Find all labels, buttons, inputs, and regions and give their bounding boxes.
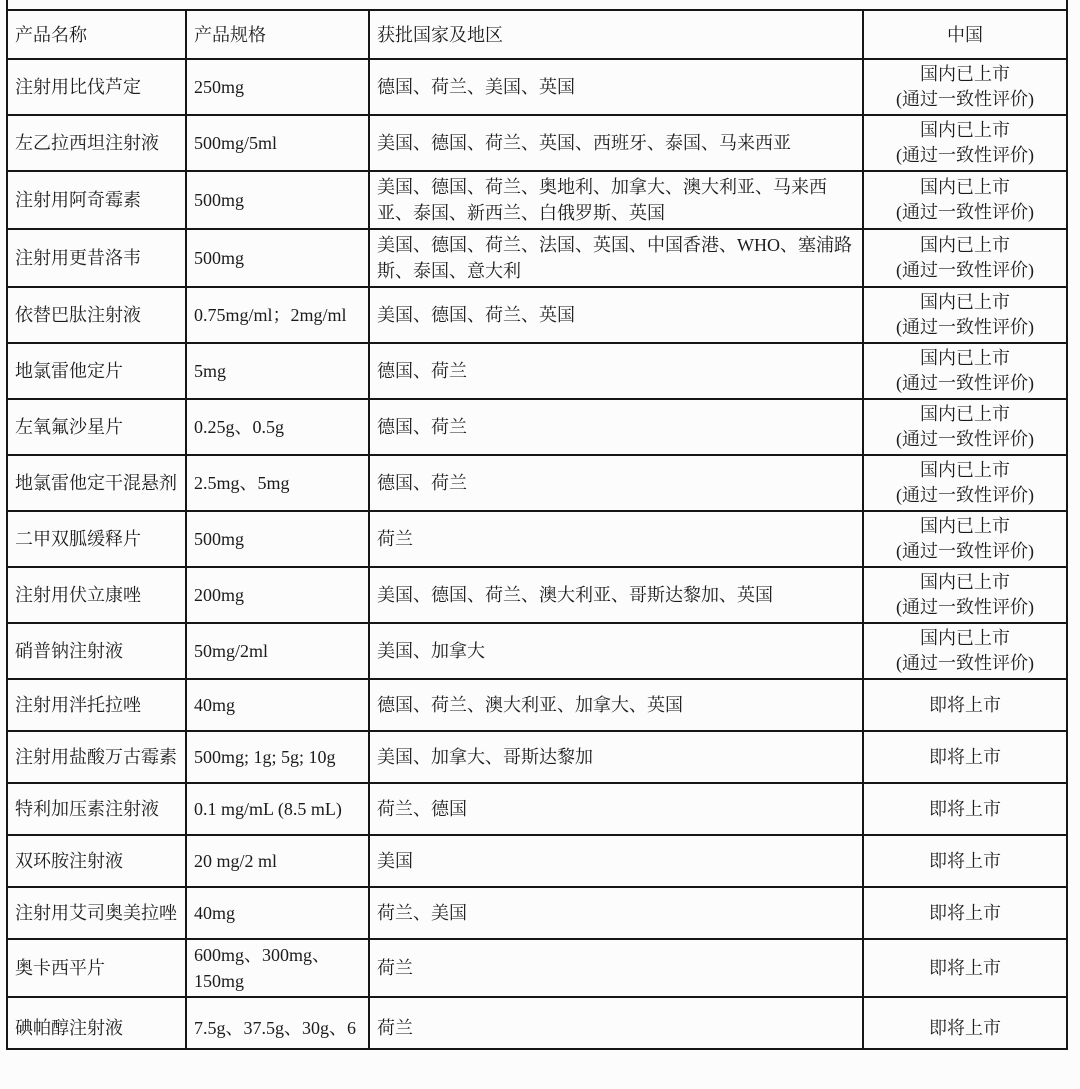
product-name-cell: 注射用盐酸万古霉素: [7, 731, 186, 783]
approved-regions-cell: 美国、德国、荷兰、法国、英国、中国香港、WHO、塞浦路斯、泰国、意大利: [369, 229, 863, 287]
table-row: [7, 287, 1067, 343]
china-status-cell: [863, 287, 1067, 343]
approved-regions-cell: 美国、德国、荷兰、英国、西班牙、泰国、马来西亚: [369, 115, 863, 171]
product-name-cell: 硝普钠注射液: [7, 623, 186, 679]
china-status-cell: [863, 343, 1067, 399]
product-name-cell: 注射用比伐芦定: [7, 59, 186, 115]
approved-regions-cell: 美国、加拿大: [369, 623, 863, 679]
table-row: [7, 623, 1067, 679]
product-name-cell: 左乙拉西坦注射液: [7, 115, 186, 171]
approved-regions-cell: 德国、荷兰: [369, 455, 863, 511]
product-name-cell: 注射用泮托拉唑: [7, 679, 186, 731]
product-spec-cell: 7.5g、37.5g、30g、6: [186, 997, 369, 1049]
product-name-cell: 特利加压素注射液: [7, 783, 186, 835]
approved-regions-cell: 美国: [369, 835, 863, 887]
china-status-line2: (通过一致性评价): [896, 429, 1034, 449]
approved-regions-cell: 荷兰、德国: [369, 783, 863, 835]
product-name-cell: 碘帕醇注射液: [7, 997, 186, 1049]
china-status-line1: 即将上市: [929, 850, 1001, 871]
approved-regions-cell: 德国、荷兰、澳大利亚、加拿大、英国: [369, 679, 863, 731]
approved-regions-cell: 荷兰: [369, 997, 863, 1049]
china-status-line2: (通过一致性评价): [896, 260, 1034, 280]
product-name-cell: 奥卡西平片: [7, 939, 186, 997]
china-status-cell: [863, 679, 1067, 731]
product-spec-cell: 250mg: [186, 59, 369, 115]
table-row: [7, 887, 1067, 939]
table-row: [7, 115, 1067, 171]
product-approval-table: [6, 0, 1068, 1050]
china-status-line1: 国内已上市: [920, 235, 1010, 255]
table-row: [7, 731, 1067, 783]
product-name-cell: 地氯雷他定干混悬剂: [7, 455, 186, 511]
table-header-row: [7, 10, 1067, 59]
product-name-cell: 注射用伏立康唑: [7, 567, 186, 623]
cropped-top-row: [7, 0, 1067, 10]
product-name-cell: 注射用艾司奥美拉唑: [7, 887, 186, 939]
product-spec-cell: 500mg; 1g; 5g; 10g: [186, 731, 369, 783]
cropped-top-cell: [7, 0, 1067, 10]
product-spec-cell: 500mg: [186, 511, 369, 567]
product-spec-cell: 50mg/2ml: [186, 623, 369, 679]
table-row: [7, 455, 1067, 511]
product-spec-cell: 40mg: [186, 887, 369, 939]
china-status-line2: (通过一致性评价): [896, 317, 1034, 337]
china-status-line1: 即将上市: [929, 798, 1001, 819]
china-status-cell: [863, 399, 1067, 455]
china-status-line2: (通过一致性评价): [896, 597, 1034, 617]
table-row: [7, 783, 1067, 835]
approved-regions-cell: 德国、荷兰: [369, 343, 863, 399]
product-spec-cell: 500mg/5ml: [186, 115, 369, 171]
product-spec-cell: 0.25g、0.5g: [186, 399, 369, 455]
china-status-line1: 国内已上市: [920, 404, 1010, 424]
china-status-line1: 即将上市: [929, 902, 1001, 923]
china-status-line2: (通过一致性评价): [896, 89, 1034, 109]
china-status-cell: [863, 997, 1067, 1049]
china-status-cell: [863, 731, 1067, 783]
china-status-line2: (通过一致性评价): [896, 145, 1034, 165]
product-name-cell: 注射用阿奇霉素: [7, 171, 186, 229]
table-row: [7, 343, 1067, 399]
china-status-line1: 即将上市: [929, 1018, 1001, 1038]
china-status-line2: (通过一致性评价): [896, 485, 1034, 505]
product-spec-cell: 200mg: [186, 567, 369, 623]
approved-regions-cell: 荷兰: [369, 939, 863, 997]
product-spec-cell: 600mg、300mg、150mg: [186, 939, 369, 997]
china-status-cell: [863, 835, 1067, 887]
china-status-cell: [863, 115, 1067, 171]
china-status-cell: [863, 59, 1067, 115]
product-name-cell: 双环胺注射液: [7, 835, 186, 887]
china-status-line1: 国内已上市: [920, 628, 1010, 648]
china-status-line1: 即将上市: [929, 746, 1001, 767]
china-status-line1: 国内已上市: [920, 516, 1010, 536]
china-status-cell: [863, 455, 1067, 511]
product-name-cell: 二甲双胍缓释片: [7, 511, 186, 567]
china-status-cell: [863, 623, 1067, 679]
approved-regions-cell: 荷兰: [369, 511, 863, 567]
approved-regions-cell: 美国、德国、荷兰、英国: [369, 287, 863, 343]
china-status-line2: (通过一致性评价): [896, 541, 1034, 561]
table-row: [7, 229, 1067, 287]
table-row: [7, 997, 1067, 1049]
china-status-cell: [863, 229, 1067, 287]
table-row: [7, 511, 1067, 567]
product-spec-cell: 40mg: [186, 679, 369, 731]
approved-regions-cell: 美国、德国、荷兰、澳大利亚、哥斯达黎加、英国: [369, 567, 863, 623]
table-body: [7, 59, 1067, 1049]
product-name-cell: 注射用更昔洛韦: [7, 229, 186, 287]
china-status-line1: 即将上市: [929, 957, 1001, 978]
china-status-line2: (通过一致性评价): [896, 202, 1034, 222]
china-status-line2: (通过一致性评价): [896, 373, 1034, 393]
header-china: 中国: [863, 10, 1067, 59]
china-status-cell: [863, 171, 1067, 229]
china-status-line1: 国内已上市: [920, 292, 1010, 312]
china-status-line1: 国内已上市: [920, 572, 1010, 592]
product-name-cell: 左氧氟沙星片: [7, 399, 186, 455]
china-status-line1: 国内已上市: [920, 177, 1010, 197]
approved-regions-cell: 荷兰、美国: [369, 887, 863, 939]
table-row: [7, 59, 1067, 115]
product-spec-cell: 20 mg/2 ml: [186, 835, 369, 887]
china-status-cell: [863, 511, 1067, 567]
china-status-cell: [863, 939, 1067, 997]
product-spec-cell: 0.1 mg/mL (8.5 mL): [186, 783, 369, 835]
header-product-spec: 产品规格: [186, 10, 369, 59]
table-row: [7, 567, 1067, 623]
product-name-cell: 地氯雷他定片: [7, 343, 186, 399]
china-status-line1: 国内已上市: [920, 460, 1010, 480]
table-row: [7, 679, 1067, 731]
product-spec-cell: 5mg: [186, 343, 369, 399]
product-spec-cell: 500mg: [186, 229, 369, 287]
china-status-line1: 国内已上市: [920, 348, 1010, 368]
approved-regions-cell: 德国、荷兰: [369, 399, 863, 455]
china-status-line2: (通过一致性评价): [896, 653, 1034, 673]
approved-regions-cell: 美国、德国、荷兰、奥地利、加拿大、澳大利亚、马来西亚、泰国、新西兰、白俄罗斯、英国: [369, 171, 863, 229]
table-row: [7, 399, 1067, 455]
product-spec-cell: 2.5mg、5mg: [186, 455, 369, 511]
table-row: [7, 939, 1067, 997]
table-row: [7, 171, 1067, 229]
china-status-cell: [863, 783, 1067, 835]
china-status-line1: 即将上市: [929, 694, 1001, 715]
header-product-name: 产品名称: [7, 10, 186, 59]
product-name-cell: 依替巴肽注射液: [7, 287, 186, 343]
product-spec-cell: 0.75mg/ml；2mg/ml: [186, 287, 369, 343]
china-status-cell: [863, 887, 1067, 939]
china-status-cell: [863, 567, 1067, 623]
china-status-line1: 国内已上市: [920, 120, 1010, 140]
product-spec-cell: 500mg: [186, 171, 369, 229]
table-row: [7, 835, 1067, 887]
header-approved-regions: 获批国家及地区: [369, 10, 863, 59]
approved-regions-cell: 美国、加拿大、哥斯达黎加: [369, 731, 863, 783]
china-status-line1: 国内已上市: [920, 64, 1010, 84]
approved-regions-cell: 德国、荷兰、美国、英国: [369, 59, 863, 115]
